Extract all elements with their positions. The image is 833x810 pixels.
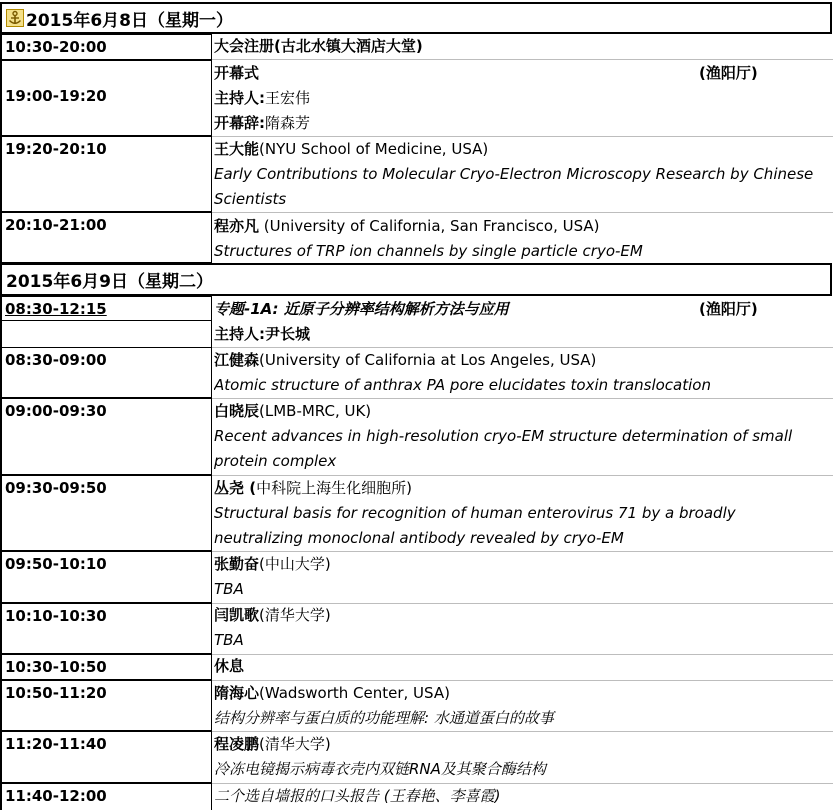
speaker-name: 丛尧 ( <box>214 479 257 497</box>
speaker-affiliation: (NYU School of Medicine, USA) <box>259 140 489 158</box>
time-label: 20:10-21:00 <box>5 216 107 234</box>
speaker-line <box>214 552 833 577</box>
day-header-label: 2015年6月8日（星期一） <box>26 10 233 31</box>
row-divider <box>212 212 833 213</box>
time-cell <box>0 680 212 731</box>
speaker-name: 程亦凡 <box>214 217 260 235</box>
host-name: 尹长城 <box>265 325 311 343</box>
anchor-icon <box>6 9 24 27</box>
time-cell <box>0 296 212 347</box>
break-label: 休息 <box>214 657 245 675</box>
talk-title: Early Contributions to Molecular Cryo-Electron Microscopy Research by Chinese Scientists <box>214 165 814 208</box>
session-title <box>214 297 833 322</box>
time-cell <box>0 136 212 212</box>
day-header-label: 2015年6月9日（星期二） <box>6 272 213 292</box>
speaker-affiliation: (中山大学) <box>259 555 331 573</box>
talk-title: Atomic structure of anthrax PA pore elucidates toxin translocation <box>214 376 711 394</box>
time-cell <box>0 34 212 60</box>
time-cell <box>0 212 212 263</box>
speaker-line <box>214 348 833 373</box>
hall-label: (渔阳厅) <box>699 64 758 82</box>
speaker-line <box>214 681 833 706</box>
speech-name: 隋森芳 <box>265 114 311 132</box>
time-cell <box>0 654 212 680</box>
speaker-affiliation: (LMB-MRC, UK) <box>259 402 372 420</box>
speaker-name: 王大能 <box>214 140 260 158</box>
time-label: 08:30-09:00 <box>5 351 107 369</box>
speaker-line <box>214 214 833 239</box>
speaker-name: 闫凯歌 <box>214 606 260 624</box>
speaker-name: 程凌鹏 <box>214 735 260 753</box>
speaker-line <box>214 603 833 628</box>
talk-title: TBA <box>214 580 244 598</box>
talk-title: 冷冻电镜揭示病毒衣壳内双链RNA及其聚合酶结构 <box>214 760 546 778</box>
speaker-name: 白晓辰 <box>214 402 260 420</box>
talk-title: 结构分辨率与蛋白质的功能理解: 水通道蛋白的故事 <box>214 709 554 727</box>
time-cell <box>0 347 212 398</box>
talk-title: Structural basis for recognition of human enterovirus 71 by a broadly neutralizing monoclonal antibody revealed by cryo-EM <box>214 504 736 547</box>
session-title: 大会注册(古北水镇大酒店大堂) <box>214 37 423 55</box>
time-cell <box>0 731 212 783</box>
talk-title: TBA <box>214 631 244 649</box>
time-label: 19:20-20:10 <box>5 140 107 158</box>
opening-title <box>214 61 833 86</box>
host-name: 王宏伟 <box>265 89 311 107</box>
session-time-label: 08:30-12:15 <box>5 300 107 318</box>
speaker-line <box>214 137 833 162</box>
speaker-affiliation: (清华大学) <box>259 606 331 624</box>
speaker-name: 张勤奋 <box>214 555 260 573</box>
session-host-line <box>214 322 833 347</box>
day-header-1 <box>0 2 832 34</box>
time-label: 11:20-11:40 <box>5 735 107 753</box>
time-label: 19:00-19:20 <box>5 87 107 105</box>
speaker-affiliation: (Wadsworth Center, USA) <box>259 684 450 702</box>
time-cell <box>0 398 212 475</box>
speaker-line <box>214 732 833 757</box>
time-cell <box>0 475 212 551</box>
opening-label: 开幕式 <box>214 64 260 82</box>
time-label: 10:10-10:30 <box>5 607 107 625</box>
speech-line <box>214 111 833 136</box>
time-label: 09:30-09:50 <box>5 479 107 497</box>
host-line <box>214 86 833 111</box>
speaker-affiliation: 中科院上海生化细胞所) <box>256 479 412 497</box>
speaker-affiliation: (University of California at Los Angeles, USA) <box>259 351 597 369</box>
host-label: 主持人: <box>214 325 265 343</box>
time-cell <box>0 551 212 603</box>
row-divider <box>0 320 212 321</box>
time-label: 09:50-10:10 <box>5 555 107 573</box>
session-title-label: 专题-1A: 近原子分辨率结构解析方法与应用 <box>214 300 509 318</box>
time-label: 10:30-10:50 <box>5 658 107 676</box>
time-cell <box>0 60 212 136</box>
speaker-name: 江健森 <box>214 351 260 369</box>
talk-title: Recent advances in high-resolution cryo-EM structure determination of small protein complex <box>214 427 793 470</box>
speaker-affiliation: (清华大学) <box>259 735 331 753</box>
talk-title: 二个选自墙报的口头报告 (王春艳、李喜霞) <box>214 787 501 805</box>
day-header-2 <box>0 263 832 296</box>
row-divider <box>212 59 833 60</box>
time-label: 09:00-09:30 <box>5 402 107 420</box>
host-label: 主持人: <box>214 89 265 107</box>
speaker-line <box>214 476 833 501</box>
speaker-name: 隋海心 <box>214 684 260 702</box>
talk-title: Structures of TRP ion channels by single particle cryo-EM <box>214 242 643 260</box>
speaker-affiliation: (University of California, San Francisco, USA) <box>259 217 600 235</box>
speech-label: 开幕辞: <box>214 114 265 132</box>
hall-label: (渔阳厅) <box>699 300 758 318</box>
speaker-line <box>214 399 833 424</box>
time-label: 11:40-12:00 <box>5 787 107 805</box>
time-cell <box>0 783 212 810</box>
time-label: 10:30-20:00 <box>5 38 107 56</box>
time-cell <box>0 603 212 654</box>
time-label: 10:50-11:20 <box>5 684 107 702</box>
